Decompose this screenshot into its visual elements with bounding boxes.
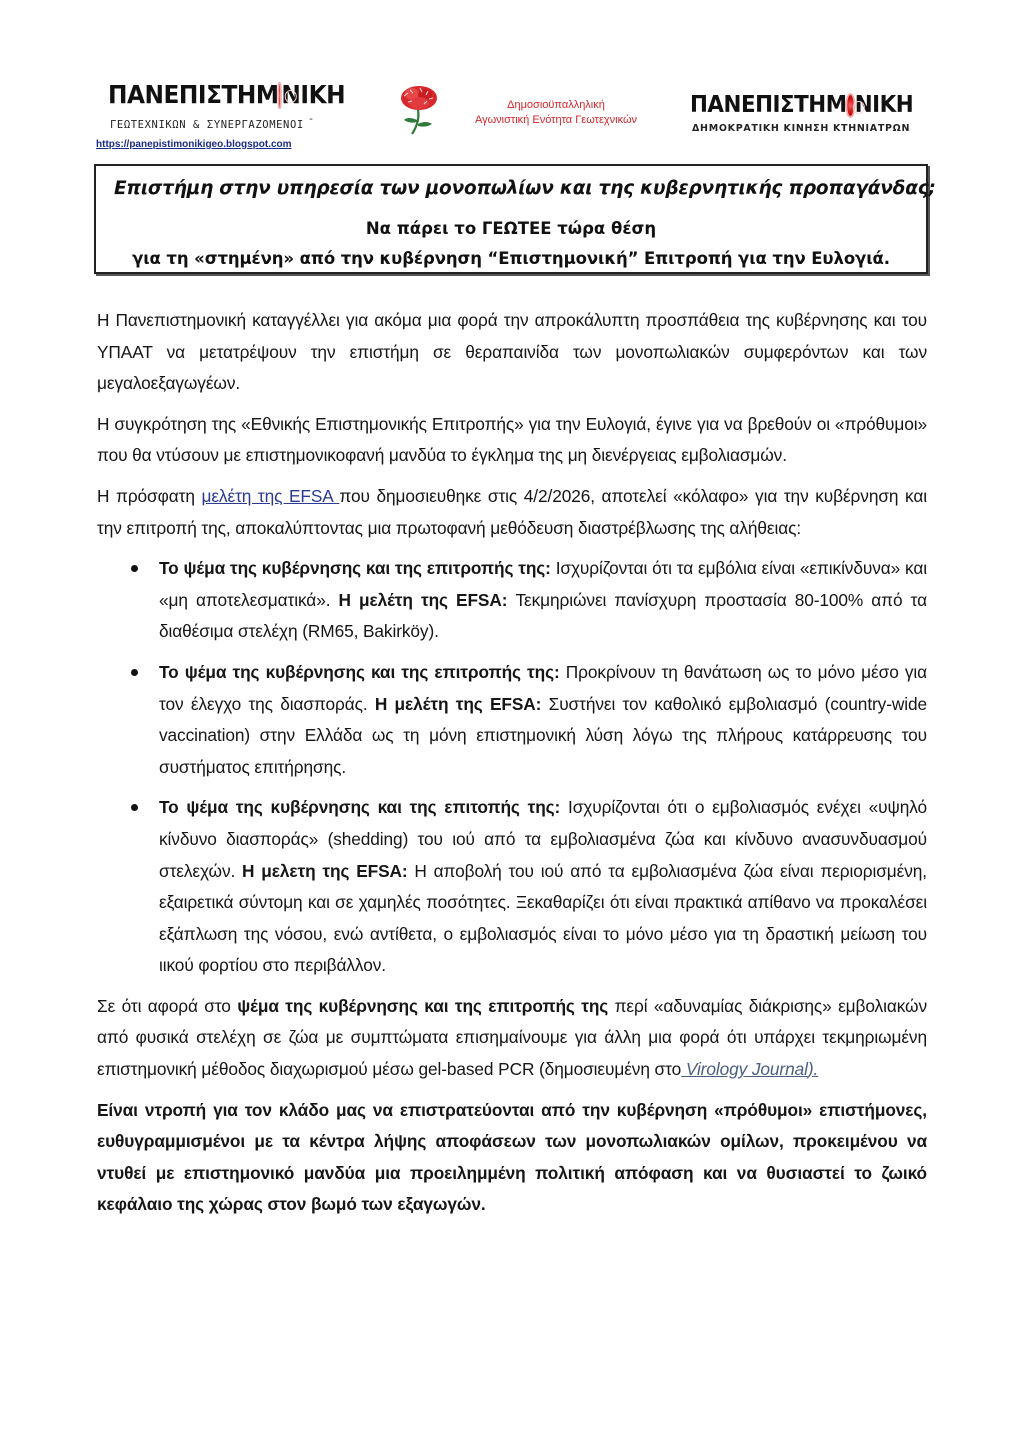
brand-text-start: ΠΑΝΕΠΙΣΤΗΜ (690, 92, 847, 118)
lie-label: Το ψέμα της κυβέρνησης και της επιτοπής της: (159, 797, 561, 818)
paragraph-closing: Είναι ντροπή για τον κλάδο μας να επιστρατεύονται από την κυβέρνηση «πρόθυμοι» επιστήμονες, ευθυγραμμισμένοι με τα κέντρα λήψης αποφάσεων των μονοπωλιακών ομίλων, προκειμένου να ντυθεί με επιστημονικό μανδύα μια προειλημμένη πολιτική απόφαση και να θυσιαστεί το ζωικό κεφάλαιο της χώρας στον βωμό των εξαγωγών. (97, 1099, 927, 1215)
dae-geotechnikon-logo (398, 84, 658, 136)
virology-journal-link[interactable]: Virology Journal (681, 1059, 808, 1080)
panepistimoniki-geo-logo (108, 82, 363, 131)
efsa-text: Τεκμηριώνει πανίσχυρη προστασία 80-100% από τα διαθέσιμα στελέχη (RM65, Bakirköy). (159, 589, 927, 642)
bullet-icon (131, 565, 138, 572)
lie-label: Το ψέμα της κυβέρνησης και της επιτροπής της: (159, 661, 560, 682)
paragraph-efsa-end: που δημοσιευθηκε στις 4/2/2026, αποτελεί «κόλαφο» για την κυβέρνηση και την επιτροπή της, αποκαλύπτοντας μια πρωτοφανή μεθόδευση διαστρέβλωσης της αλήθειας: (97, 485, 927, 538)
brand-text-end: ΝΙΚΗ (854, 92, 914, 118)
subtitle-mark: - (307, 113, 315, 125)
brand-subtitle-right: ΔΗΜΟΚΡΑΤΙΚΗ ΚΙΝΗΣΗ ΚΤΗΝΙΑΤΡΩΝ (692, 123, 911, 134)
list-item (159, 553, 927, 648)
title-subheading-1: Να πάρει το ΓΕΩΤΕΕ τώρα θέση (365, 219, 657, 238)
dae-line-1: Δημοσιοϋπαλληλική (507, 99, 605, 111)
paragraph-intro: Η Πανεπιστημονική καταγγέλλει για ακόμα μια φορά την απροκάλυπτη προσπάθεια της κυβέρνησης και του ΥΠΑΑΤ να μετατρέψουν την επιστήμη σε θεραπαινίδα των μονοπωλιακών συμφερόντων και των μεγαλοεξαγωγέων. (97, 310, 927, 394)
efsa-label: Η μελέτη της EFSA: (338, 589, 508, 610)
star-emblem-icon (848, 95, 854, 116)
list-item (159, 792, 927, 982)
dae-line-2: Αγωνιστική Ενότητα Γεωτεχνικών (474, 114, 638, 126)
blog-link[interactable]: https://panepistimonikigeo.blogspot.com (96, 139, 292, 150)
title-box (94, 164, 936, 274)
lie-label: Το ψέμα της κυβέρνησης και της επιτροπής της: (159, 558, 551, 579)
paragraph-committee: Η συγκρότηση της «Εθνικής Επιστημονικής Επιτροπής» για την Ευλογιά, έγινε για να βρεθούν οι «πρόθυμοι» που θα ντύσουν με επιστημονικοφανή μανδύα το έγκλημα της μη διενέργειας εμβολιασμών. (97, 413, 927, 466)
lie-text: Ισχυρίζονται ότι ο εμβολιασμός ενέχει «υψηλό κίνδυνο διασποράς» (shedding) του ιού από τα εμβολιασμένα ζώα και κίνδυνο ανασυνδυασμού στελεχών. (159, 797, 928, 881)
paragraph-pcr-start: Σε ότι αφορά στο (97, 995, 238, 1016)
brand-text-start: ΠΑΝΕΠΙΣΤΗΜ (108, 80, 279, 109)
efsa-label: Η μελέτη της EFSA: (374, 693, 542, 714)
paragraph-efsa-start: Η πρόσφατη (97, 485, 202, 506)
brand-wordmark-right (690, 92, 913, 118)
document-body (97, 305, 927, 1230)
efsa-study-link[interactable]: μελέτη της EFSA (201, 485, 340, 506)
title-subheading-2: για τη «στημένη» από την κυβέρνηση “Επιστημονική” Επιτροπή για την Ευλογιά. (132, 249, 890, 268)
paragraph-pcr-middle: περί «αδυναμίας διάκρισης» εμβολιακών από φυσικά στελέχη σε ζώα με συμπτώματα επισημαίνουμε για άλλη μια φορά ότι υπάρχει τεκμηριωμένη επιστημονική μέθοδος διαχωρισμού μέσω gel-based PCR (δημοσιευμένη στο (97, 995, 927, 1080)
virology-journal-link-end[interactable]: ). (807, 1059, 819, 1080)
brand-text-end: ΝΙΚΗ (281, 80, 346, 109)
paragraph-pcr (97, 991, 927, 1086)
efsa-text: Η αποβολή του ιού από τα εμβολιασμένα ζώα είναι περιορισμένη, εξαιρετικά σύντομη και σε χαμηλές ποσότητες. Ξεκαθαρίζει ότι είναι πρακτικά απίθανο να προκαλέσει εξάπλωση της νόσου, ενώ αντίθετα, ο εμβολιασμός είναι το μόνο μέσο για τη δραστική μείωση του ιικού φορτίου στο περιβάλλον. (159, 860, 927, 976)
bullet-icon (131, 804, 138, 811)
brand-subtitle (108, 113, 363, 131)
efsa-label: Η μελετη της EFSA: (242, 860, 408, 881)
list-item (159, 657, 927, 783)
page-title: Επιστήμη στην υπηρεσία των μονοπωλίων και της κυβερνητικής προπαγάνδας; (114, 178, 936, 199)
star-emblem-icon (280, 84, 281, 107)
dae-text (456, 98, 656, 128)
lie-text: Προκρίνουν τη θανάτωση ως το μόνο μέσο για τον έλεγχο της διασποράς. (159, 661, 927, 714)
efsa-text: Συστήνει τον καθολικό εμβολιασμό (country-wide vaccination) στην Ελλάδα ως τη μόνη επιστημονική λύση λόγω της πλήρους κατάρρευσης του συστήματος επιτήρησης. (159, 693, 928, 777)
panepistimoniki-ktiniatron-logo (690, 92, 930, 134)
claims-list (97, 553, 927, 982)
brand-subtitle-text: ΓΕΩΤΕΧΝΙΚΩΝ & ΣΥΝΕΡΓΑΖΟΜΕΝΟΙ (110, 119, 304, 131)
bullet-icon (131, 669, 138, 676)
carnation-icon (398, 84, 440, 136)
lie-text: Ισχυρίζονται ότι τα εμβόλια είναι «επικίνδυνα» και «μη αποτελεσματικά». (159, 558, 927, 610)
paragraph-efsa (97, 481, 927, 544)
brand-wordmark (108, 82, 345, 108)
paragraph-pcr-bold: ψέμα της κυβέρνησης και της επιτροπής της (237, 995, 609, 1016)
